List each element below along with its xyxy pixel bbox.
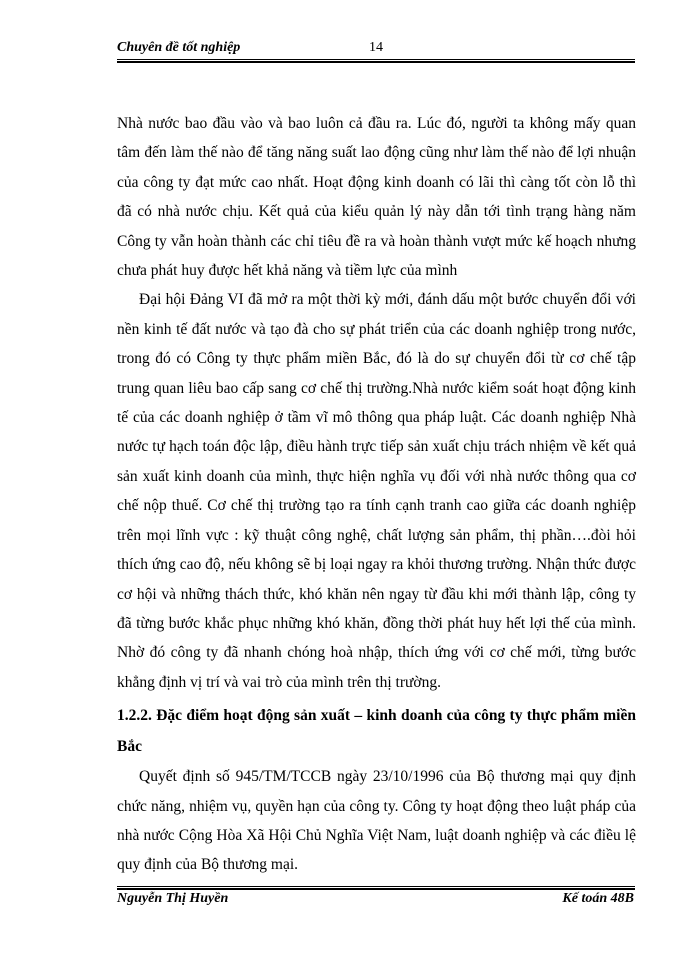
page-number: 14 [369,40,383,55]
section-heading: 1.2.2. Đặc điểm hoạt động sản xuất – kinh doanh của công ty thực phẩm miền Bắc [117,707,636,756]
footer-class: Kế toán 48B [562,891,634,906]
document-body [117,109,636,880]
header-rule [117,59,635,63]
footer-author: Nguyễn Thị Huyền [117,891,229,906]
page-header [117,36,635,60]
paragraph-3: Quyết định số 945/TM/TCCB ngày 23/10/1996 của Bộ thương mại quy định chức năng, nhiệm vụ, quyền hạn của công ty. Công ty hoạt động theo luật pháp của nhà nước Cộng Hòa Xã Hội Chủ Nghĩa Việt Nam, luật doanh nghiệp và các điều lệ quy định của Bộ thương mại. [117,768,636,874]
footer-rule [117,886,635,890]
paragraph-2: Đại hội Đảng VI đã mở ra một thời kỳ mới, đánh dấu một bước chuyển đổi với nền kinh tế đất nước và tạo đà cho sự phát triển của các doanh nghiệp trong nước, trong đó có Công ty thực phẩm miền Bắc, đó là do sự chuyển đổi từ cơ chế tập trung quan liêu bao cấp sang cơ chế thị trường.Nhà nước kiểm soát hoạt động kinh tế của các doanh nghiệp ở tầm vĩ mô thông qua pháp luật. Các doanh nghiệp Nhà nước tự hạch toán độc lập, điều hành trực tiếp sản xuất chịu trách nhiệm về kết quả sản xuất kinh doanh của mình, thực hiện nghĩa vụ đối với nhà nước thông qua cơ chế nộp thuế. Cơ chế thị trường tạo ra tính cạnh tranh cao giữa các doanh nghiệp trên mọi lĩnh vực : kỹ thuật công nghệ, chất lượng sản phẩm, thị phần….đòi hỏi thích ứng cao độ, nếu không sẽ bị loại ngay ra khỏi thương trường. Nhận thức được cơ hội và những thách thức, khó khăn nên ngay từ đầu khi mới thành lập, công ty đã từng bước khắc phục những khó khăn, đồng thời phát huy hết lợi thế của mình. Nhờ đó công ty đã nhanh chóng hoà nhập, thích ứng với cơ chế mới, từng bước khẳng định vị trí và vai trò của mình trên thị trường. [117,291,636,691]
paragraph-1: Nhà nước bao đầu vào và bao luôn cả đầu ra. Lúc đó, người ta không mấy quan tâm đến làm thế nào để tăng năng suất lao động cũng như làm thế nào để lợi nhuận của công ty đạt mức cao nhất. Hoạt động kinh doanh có lãi thì càng tốt còn lỗ thì đã có nhà nước chịu. Kết quả của kiểu quản lý này dẫn tới tình trạng hàng năm Công ty vẫn hoàn thành các chỉ tiêu đề ra và hoàn thành vượt mức kế hoạch nhưng chưa phát huy được hết khả năng và tiềm lực của mình [117,115,636,280]
header-title: Chuyên đề tốt nghiệp [117,40,241,55]
